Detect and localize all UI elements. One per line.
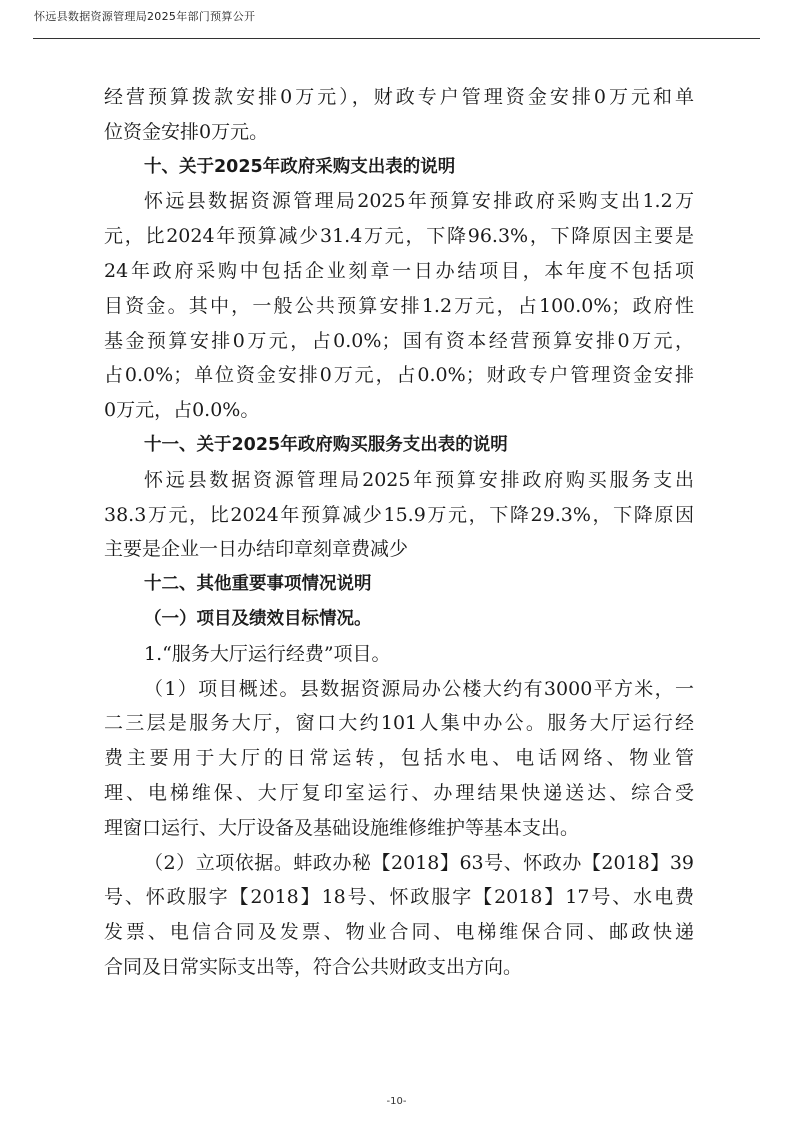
text-line: 合同及日常实际支出等，符合公共财政支出方向。	[104, 955, 523, 978]
text-line: 理、电梯维保、大厅复印室运行、办理结果快递送达、综合受	[104, 781, 694, 804]
text-line: 38.3万元，比2024年预算减少15.9万元，下降29.3%，下降原因	[104, 503, 694, 526]
section-heading-10: 十、关于2025年政府采购支出表的说明	[144, 156, 456, 177]
text-line: 0万元，占0.0%。	[104, 399, 260, 422]
text-line: 主要是企业一日办结印章刻章费减少	[104, 538, 409, 561]
text-line: 号、怀政服字【2018】18号、怀政服字【2018】17号、水电费	[104, 886, 694, 909]
text-line: 占0.0%；单位资金安排0万元，占0.0%；财政专户管理资金安排	[104, 364, 694, 387]
document-body	[104, 80, 694, 985]
text-line: （1）项目概述。县数据资源局办公楼大约有3000平方米，一	[144, 677, 694, 700]
text-line: 怀远县数据资源管理局2025年预算安排政府采购支出1.2万	[144, 190, 694, 213]
page-number: -10-	[386, 1096, 407, 1107]
text-line: 理窗口运行、大厅设备及基础设施维修维护等基本支出。	[104, 816, 580, 839]
text-line: 发票、电信合同及发票、物业合同、电梯维保合同、邮政快递	[104, 921, 694, 944]
text-line: 二三层是服务大厅，窗口大约101人集中办公。服务大厅运行经	[104, 712, 694, 735]
text-line: 24年政府采购中包括企业刻章一日办结项目，本年度不包括项	[104, 259, 694, 282]
text-line: 目资金。其中，一般公共预算安排1.2万元，占100.0%；政府性	[104, 294, 694, 317]
item-title: 1.“服务大厅运行经费”项目。	[144, 642, 391, 665]
text-line: （2）立项依据。蚌政办秘【2018】63号、怀政办【2018】39	[144, 851, 694, 874]
text-line: 经营预算拨款安排0万元），财政专户管理资金安排0万元和单	[104, 86, 694, 108]
text-line: 位资金安排0万元。	[104, 120, 269, 143]
header-rule	[33, 38, 760, 39]
text-line: 怀远县数据资源管理局2025年预算安排政府购买服务支出	[144, 468, 694, 491]
text-line: 元，比2024年预算减少31.4万元，下降96.3%，下降原因主要是	[104, 225, 694, 248]
subsection-heading: （一）项目及绩效目标情况。	[144, 608, 372, 629]
running-header: 怀远县数据资源管理局2025年部门预算公开	[34, 10, 256, 23]
text-line: 费主要用于大厅的日常运转，包括水电、电话网络、物业管	[104, 747, 694, 770]
text-line: 基金预算安排0万元，占0.0%；国有资本经营预算安排0万元，	[104, 329, 694, 352]
section-heading-12: 十二、其他重要事项情况说明	[144, 574, 372, 595]
section-heading-11: 十一、关于2025年政府购买服务支出表的说明	[144, 434, 508, 455]
